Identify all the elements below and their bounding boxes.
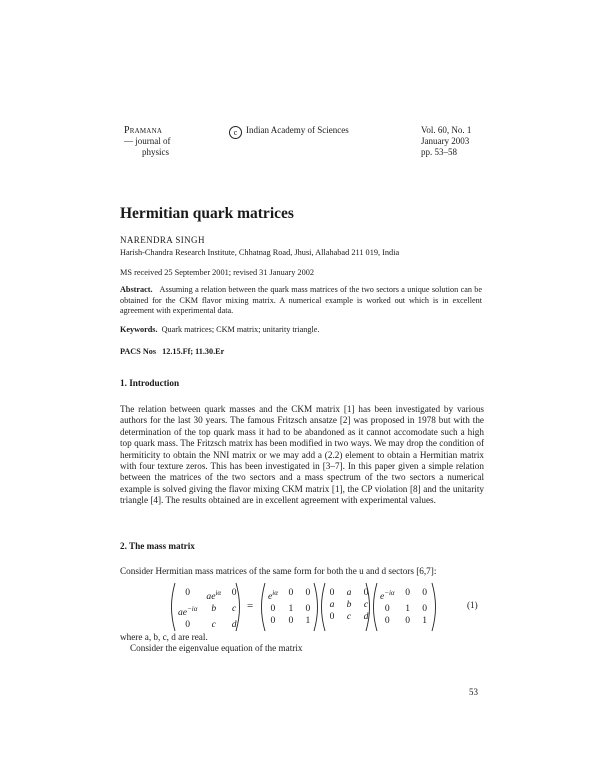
- matrix-entry: c: [363, 599, 369, 610]
- matrix-1: [178, 587, 238, 631]
- matrix-entry: 0: [185, 619, 191, 631]
- matrix-entry: 0: [405, 587, 410, 598]
- matrix-entry: 0: [422, 603, 427, 615]
- section-heading-introduction: 1. Introduction: [120, 378, 180, 388]
- matrix-entry: $ae^{i\alpha}$: [206, 589, 222, 603]
- journal-line3: physics: [142, 147, 169, 157]
- matrix-entry: a: [329, 599, 335, 610]
- pacs-label: PACS Nos: [120, 347, 157, 356]
- matrix-entry: 1: [305, 615, 311, 627]
- matrix-entry: $ae^{-i\alpha}$: [178, 605, 198, 619]
- matrix-entry: $e^{-i\alpha}$: [380, 589, 395, 603]
- matrix-entry: 0: [231, 587, 237, 598]
- matrix-entry: a: [346, 587, 352, 598]
- matrix-entry: 0: [384, 615, 390, 627]
- left-paren: [318, 582, 327, 632]
- left-paren: [258, 582, 267, 632]
- matrix-entry: 0: [270, 615, 276, 627]
- matrix-entry: c: [211, 619, 216, 631]
- equals-sign: =: [247, 600, 254, 612]
- right-paren: [234, 582, 243, 632]
- matrix-entry: 0: [288, 587, 294, 598]
- page-range: pp. 53–58: [421, 147, 457, 157]
- where-clause: where a, b, c, d are real.: [120, 632, 208, 642]
- matrix-entry: c: [231, 603, 237, 615]
- matrix-entry: 0: [384, 603, 390, 615]
- matrix-entry: 1: [422, 615, 427, 627]
- matrix-entry: 0: [329, 587, 335, 598]
- copyright-icon: c: [229, 126, 242, 139]
- left-paren: [168, 582, 177, 632]
- equation-number: (1): [467, 600, 478, 610]
- issue-block: [421, 125, 471, 158]
- matrix-entry: 1: [405, 603, 410, 615]
- introduction-paragraph: The relation between quark masses and the CKM matrix [1] has been investigated by various authors for the last 30 years. The famous Fritzsch ansatze [2] was proposed in 1978 but with the determination of the top quark mass it had to be abandoned as it cannot accomodate such a high top quark mass. The Fritzsch matrix has been modified in two ways. We may drop the condition of hermiticity to obtain the NNI matrix or we may add a (2.2) element to obtain a Hermitian matrix with four texture zeros. This has been investigated in [3–7]. In this paper given a simple relation between the matrices of the two sectors and a mass spectrum of the two sectors a numerical example is solved giving the flavor mixing CKM matrix [1], the CP violation [8] and the unitarity triangle [4]. The results obtained are in excellent agreement with experimental values.: [120, 404, 484, 506]
- matrix-entry: d: [363, 611, 369, 622]
- affiliation: Harish-Chandra Research Institute, Chhatnag Road, Jhusi, Allahabad 211 019, India: [120, 248, 400, 257]
- matrix-entry: b: [211, 603, 217, 615]
- publisher-name: Indian Academy of Sciences: [246, 125, 349, 135]
- matrix-entry: d: [231, 619, 237, 631]
- matrix-entry: 0: [305, 587, 311, 598]
- keywords-label: Keywords.: [120, 325, 158, 334]
- matrix-entry: c: [346, 611, 352, 622]
- page-number: 53: [469, 687, 478, 697]
- ms-received: MS received 25 September 2001; revised 31 January 2002: [120, 268, 315, 277]
- keywords-text: Quark matrices; CKM matrix; unitarity triangle.: [161, 325, 320, 334]
- abstract-text: Assuming a relation between the quark mass matrices of the two sectors a unique solution can be obtained for the CKM flavor mixing matrix. A numerical example is worked out which is in excellent agreement with experimental data.: [120, 285, 482, 316]
- matrix-entry: 0: [305, 603, 311, 615]
- journal-line2: — journal of: [124, 136, 171, 146]
- matrix-4: [380, 587, 429, 627]
- publisher-block: [229, 125, 349, 139]
- matrix-entry: $e^{i\alpha}$: [268, 589, 278, 603]
- matrix-entry: 0: [422, 587, 427, 598]
- volume: Vol. 60, No. 1: [421, 125, 472, 135]
- abstract-label: Abstract.: [120, 285, 153, 294]
- matrix-entry: 0: [363, 587, 369, 598]
- matrix-entry: 1: [288, 603, 294, 615]
- left-paren: [370, 582, 379, 632]
- matrix-entry: 0: [405, 615, 410, 627]
- matrix-entry: b: [346, 599, 352, 610]
- matrix-entry: 0: [270, 603, 276, 615]
- mass-matrix-intro: Consider Hermitian mass matrices of the same form for both the u and d sectors [6,7]:: [120, 566, 437, 576]
- matrix-2: [268, 587, 312, 627]
- matrix-entry: 0: [185, 587, 191, 598]
- matrix-entry: 0: [329, 611, 335, 622]
- matrix-entry: 0: [288, 615, 294, 627]
- pacs: [120, 347, 224, 356]
- author-name: NARENDRA SINGH: [120, 235, 205, 245]
- paper-title: Hermitian quark matrices: [120, 205, 294, 222]
- journal-block: [124, 125, 171, 158]
- abstract: [120, 285, 482, 317]
- section-heading-mass-matrix: 2. The mass matrix: [120, 541, 195, 551]
- keywords: [120, 325, 319, 334]
- eigenvalue-sentence: Consider the eigenvalue equation of the matrix: [130, 643, 303, 653]
- pacs-text: 12.15.Ff; 11.30.Er: [162, 347, 225, 356]
- right-paren: [430, 582, 439, 632]
- issue-date: January 2003: [421, 136, 470, 146]
- journal-name: Pramana: [124, 125, 163, 136]
